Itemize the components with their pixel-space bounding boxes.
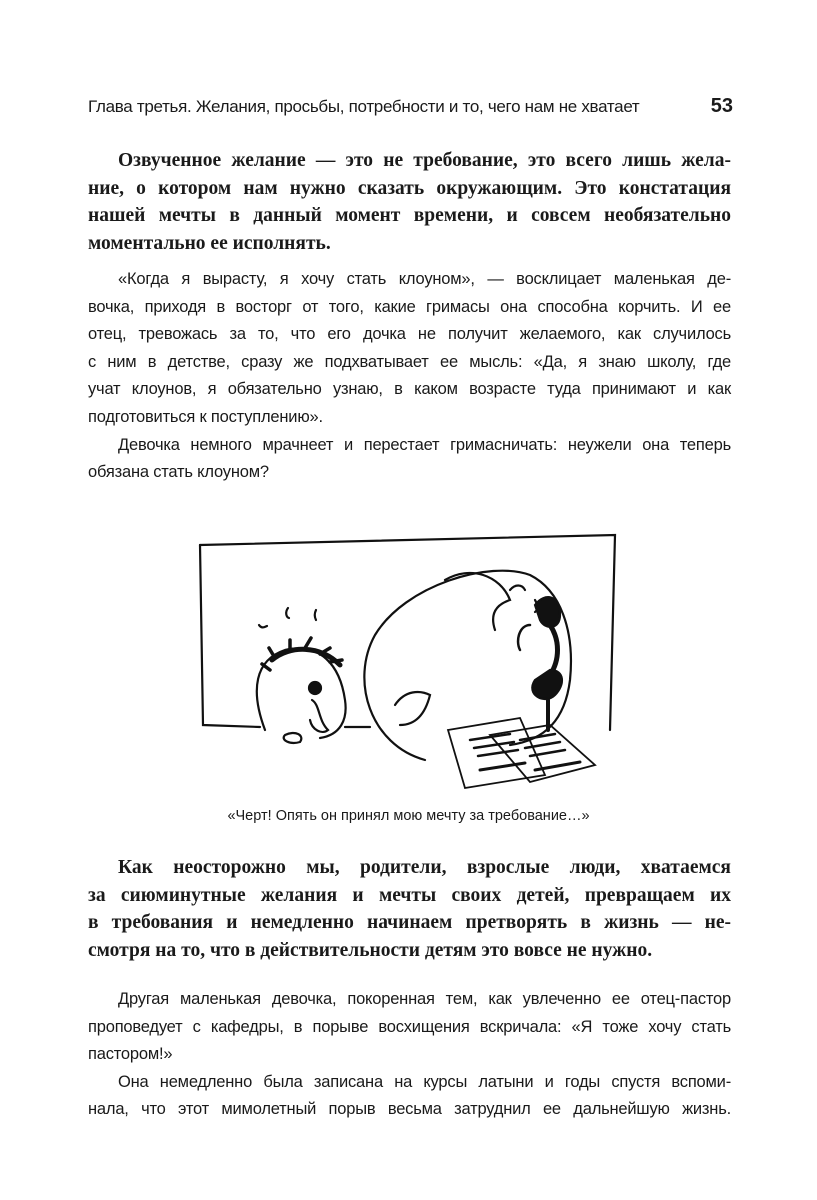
text-line: за сиюминутные желания и мечты своих детей, превращаем их [88,884,731,906]
text-line: нала, что этот мимолетный порыв весьма затруднил ее дальнейшую жизнь. [88,1100,731,1119]
text-line: учат клоунов, я обязательно узнаю, в каком возрасте туда принимают и как [88,380,731,399]
emphasis-paragraph-2 [88,854,731,964]
child-figure-icon [257,608,346,743]
chapter-title: Глава третья. Желания, просьбы, потребности и то, чего нам не хватает [88,97,640,116]
page-number: 53 [710,95,733,117]
text-line: подготовиться к поступлению». [88,407,323,426]
paragraph-pastor [88,986,731,1124]
text-line: Озвученное желание — это не требование, это всего лишь жела- [118,150,731,171]
text-line: с ним в детстве, сразу же подхватывает ее мысль: «Да, я знаю школу, где [88,352,731,371]
text-line: пастором!» [88,1045,173,1064]
text-line: смотря на то, что в действительности детям это вовсе не нужно. [88,939,653,961]
illustration-frame-left [200,545,260,727]
text-line: нашей мечты в данный момент времени, и совсем необязательно [88,205,731,226]
text-line: вочка, приходя в восторг от того, какие гримасы она способна корчить. И ее [88,297,731,316]
running-header [88,95,733,121]
text-line: отец, тревожась за то, что его дочка не получит желаемого, как случилось [88,325,731,344]
text-line: в требования и немедленно начинаем претворять в жизнь — не- [88,912,731,933]
text-line: обязана стать клоуном? [88,463,269,482]
text-line: Она немедленно была записана на курсы латыни и годы спустя вспоми- [118,1072,731,1091]
text-line: Девочка немного мрачнеет и перестает гримасничать: неужели она теперь [118,435,731,454]
text-line: Другая маленькая девочка, покоренная тем, как увлеченно ее отец-пастор [118,990,731,1008]
text-line: проповедует с кафедры, в порыве восхищения вскричала: «Я тоже хочу стать [88,1017,731,1036]
parent-figure-icon [364,571,571,760]
text-line: «Когда я вырасту, я хочу стать клоуном», — восклицает маленькая де- [118,270,731,288]
emphasis-paragraph-1 [88,147,731,257]
paragraph-clown [88,266,731,487]
text-line: Как неосторожно мы, родители, взрослые люди, хватаемся [118,857,731,878]
cartoon-illustration [190,530,630,790]
newspaper-icon [448,718,595,788]
text-line: ние, о котором нам нужно сказать окружающим. Это констатация [88,177,731,199]
text-line: моментально ее исполнять. [88,232,331,254]
illustration-caption: «Черт! Опять он принял мою мечту за требование…» [227,808,590,824]
